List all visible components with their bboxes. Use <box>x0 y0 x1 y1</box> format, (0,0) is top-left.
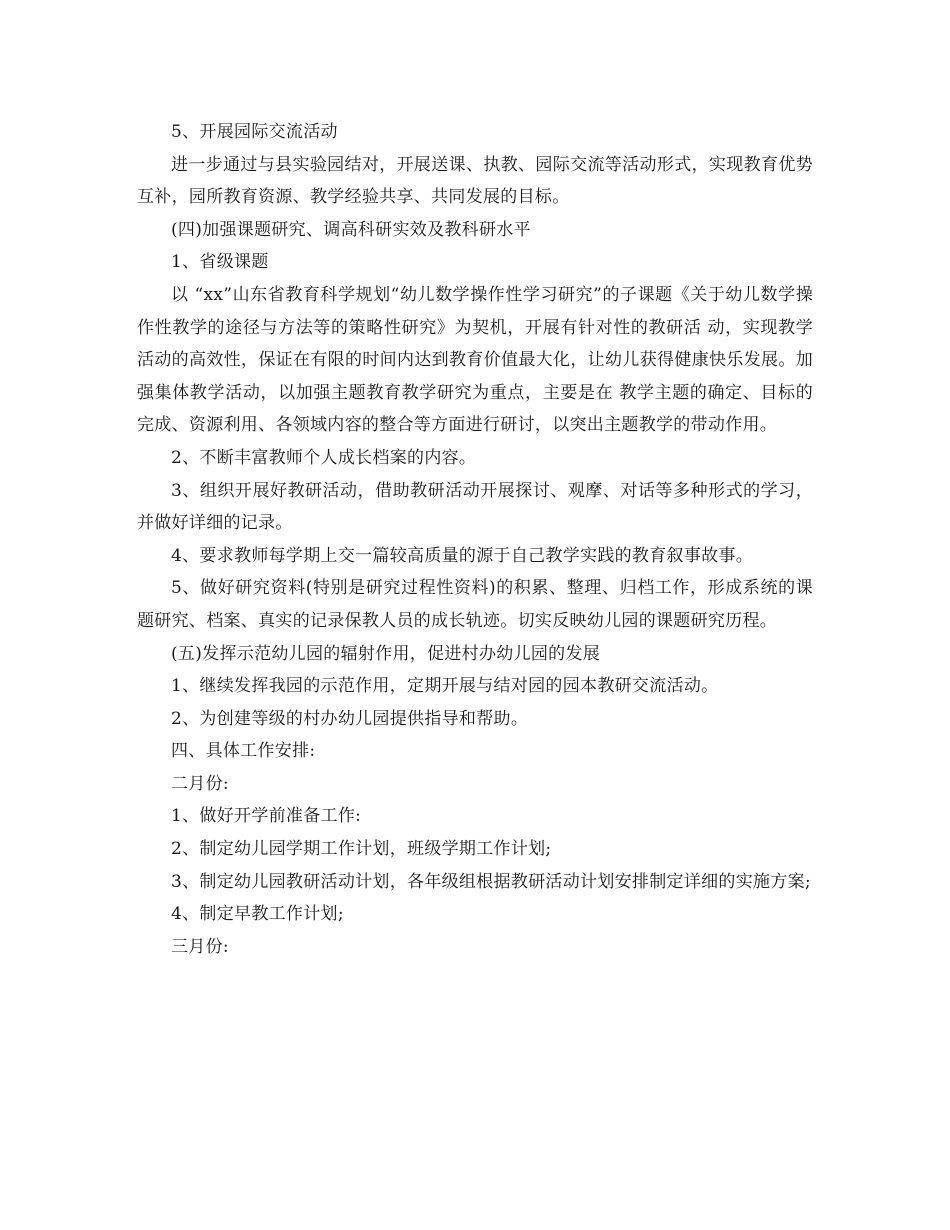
paragraph-18: 4、制定早教工作计划; <box>171 904 344 925</box>
paragraph-1: 5、开展园际交流活动 <box>171 122 338 142</box>
paragraph-15: 1、做好开学前准备工作: <box>171 806 362 827</box>
section-heading-4: (四)加强课题研究、调高科研实效及教科研水平 <box>171 219 531 240</box>
paragraph-12: 2、为创建等级的村办幼儿园提供指导和帮助。 <box>171 708 529 729</box>
month-heading-march: 三月份: <box>171 936 229 957</box>
paragraph-4: 1、省级课题 <box>171 252 269 273</box>
paragraph-2: 进一步通过与县实验园结对，开展送课、执教、园际交流等活动形式，实现教育优势互补，园所教育资源、教学经验共享、共同发展的目标。 <box>137 154 813 208</box>
paragraph-9: 5、做好研究资料(特别是研究过程性资料)的积累、整理、归档工作，形成系统的课题研究、档案、真实的记录保教人员的成长轨迹。切实反映幼儿园的课题研究历程。 <box>137 578 813 631</box>
paragraph-7: 3、组织开展好教研活动，借助教研活动开展探讨、观摩、对话等多种形式的学习，并做好详细的记录。 <box>137 480 813 534</box>
paragraph-17: 3、制定幼儿园教研活动计划，各年级组根据教研活动计划安排制定详细的实施方案; <box>171 871 811 892</box>
paragraph-5: 以 “xx”山东省教育科学规划“幼儿数学操作性学习研究”的子课题《关于幼儿数学操作性教学的途径与方法等的策略性研究》为契机，开展有针对性的教研活 动，实现教学活动的高效性，保证在有限的时间内达到教育价值最大化，让幼儿获得健康快乐发展。加强集体教学活动，以加强主题教育教学研究为重点，主要是在 教学主题的确定、目标的完成、资源利用、各领域内容的整合等方面进行研讨，以突出主题教学的带动作用。 <box>137 284 813 436</box>
paragraph-8: 4、要求教师每学期上交一篇较高质量的源于自己教学实践的教育叙事故事。 <box>171 545 754 566</box>
paragraph-11: 1、继续发挥我园的示范作用，定期开展与结对园的园本教研交流活动。 <box>171 676 719 697</box>
document-body <box>137 116 813 963</box>
month-heading-february: 二月份: <box>171 773 229 794</box>
section-heading-schedule: 四、具体工作安排: <box>171 741 316 762</box>
section-heading-5: (五)发挥示范幼儿园的辐射作用，促进村办幼儿园的发展 <box>171 643 601 664</box>
paragraph-16: 2、制定幼儿园学期工作计划，班级学期工作计划; <box>171 839 552 860</box>
paragraph-6: 2、不断丰富教师个人成长档案的内容。 <box>171 447 477 468</box>
